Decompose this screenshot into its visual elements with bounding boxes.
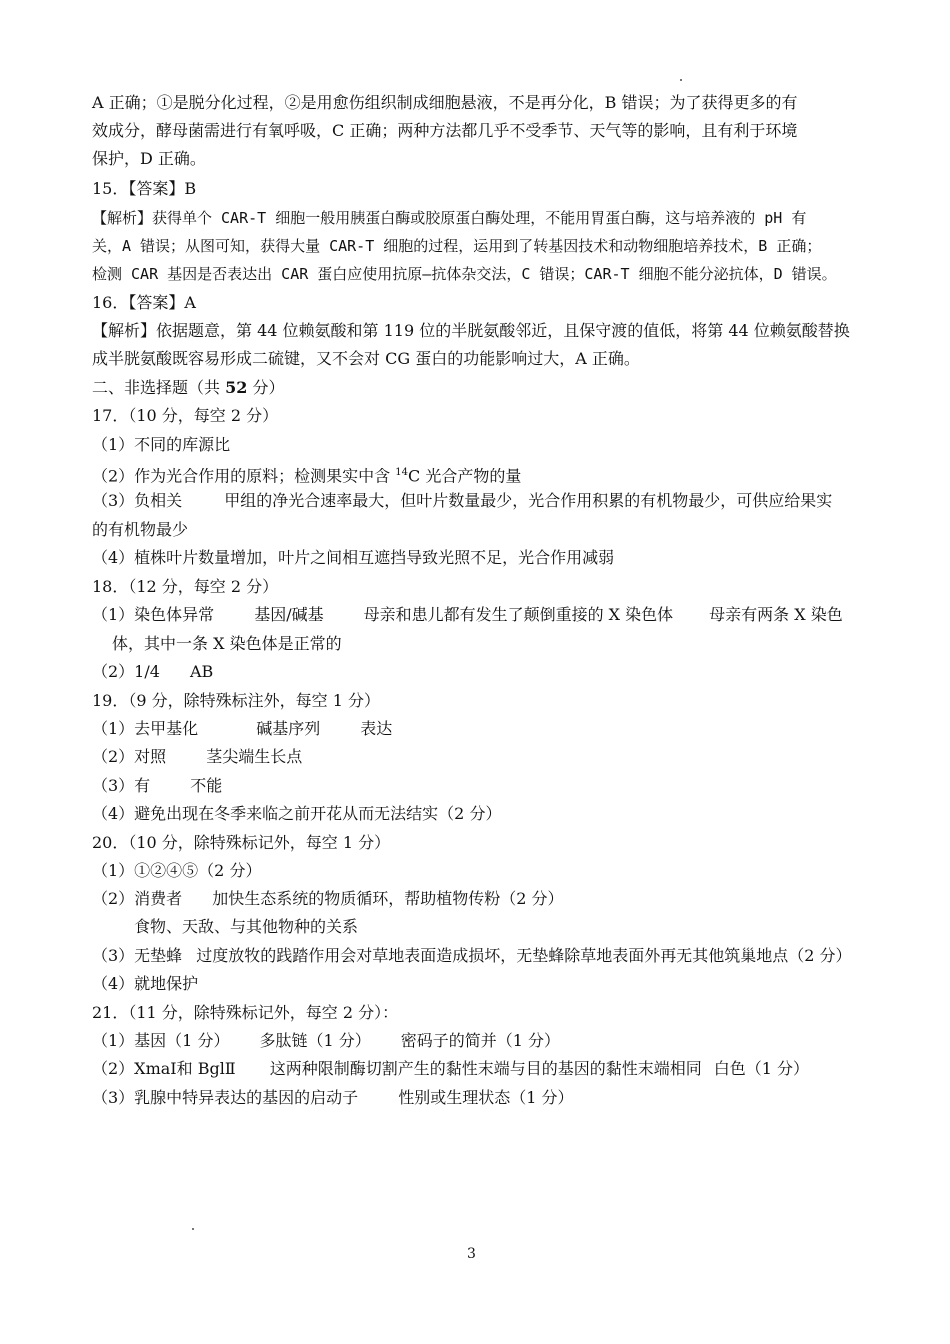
answer-line: （4）避免出现在冬季来临之前开花从而无法结实（2 分） [92, 804, 502, 823]
answer-line: 的有机物最少 [92, 520, 189, 539]
question-19-header: 19．（9 分，除特殊标注外，每空 1 分） [92, 691, 380, 710]
answer-line: （3）无垫蜂 过度放牧的践踏作用会对草地表面造成损坏，无垫蜂除草地表面外再无其他筑巢地点（2 分） [92, 946, 852, 965]
answer-line: 体，其中一条 X 染色体是正常的 [112, 634, 342, 653]
answer-line: （1）不同的库源比 [92, 435, 231, 454]
analysis-16-line: 成半胱氨酸既容易形成二硫键，又不会对 CG 蛋白的功能影响过大，A 正确。 [92, 349, 640, 368]
page-number: 3 [467, 1246, 476, 1262]
answer-line: （3）乳腺中特异表达的基因的启动子 性别或生理状态（1 分） [92, 1088, 574, 1107]
question-17-header: 17．（10 分，每空 2 分） [92, 406, 279, 425]
answer-line: （3）负相关 甲组的净光合速率最大，但叶片数量最少，光合作用积累的有机物最少，可供应给果实 [92, 491, 833, 510]
answer-line: （1）①②④⑤（2 分） [92, 861, 262, 880]
answer-line: （1）去甲基化 碱基序列 表达 [92, 719, 393, 738]
answer-16: 16．【答案】A [92, 293, 196, 312]
analysis-15-line: 检测 CAR 基因是否表达出 CAR 蛋白应使用抗原—抗体杂交法，C 错误；CAR-T 细胞不能分泌抗体，D 错误。 [92, 265, 837, 283]
answer-line: （2）对照 茎尖端生长点 [92, 747, 303, 766]
answer-line: （3）有 不能 [92, 776, 223, 795]
answer-15: 15．【答案】B [92, 179, 197, 198]
section-heading: 二、非选择题（共 52 分） [92, 378, 285, 397]
text-line: 保护，D 正确。 [92, 149, 206, 168]
question-18-header: 18．（12 分，每空 2 分） [92, 577, 279, 596]
answer-line: （2）消费者 加快生态系统的物质循环，帮助植物传粉（2 分） [92, 889, 564, 908]
answer-line: 食物、天敌、与其他物种的关系 [134, 917, 359, 936]
analysis-15-line: 【解析】获得单个 CAR-T 细胞一般用胰蛋白酶或胶原蛋白酶处理，不能用胃蛋白酶，这与培养液的 pH 有 [92, 209, 807, 227]
analysis-16-line: 【解析】依据题意，第 44 位赖氨酸和第 119 位的半胱氨酸邻近，且保守渡的值低，将第 44 位赖氨酸替换 [92, 321, 850, 340]
analysis-15-line: 关，A 错误；从图可知，获得大量 CAR-T 细胞的过程，运用到了转基因技术和动物细胞培养技术，B 正确； [92, 237, 822, 255]
text-line: 效成分，酵母菌需进行有氧呼吸，C 正确；两种方法都几乎不受季节、天气等的影响，且有利于环境 [92, 121, 798, 140]
question-20-header: 20．（10 分，除特殊标记外，每空 1 分） [92, 833, 391, 852]
answer-line: （4）植株叶片数量增加，叶片之间相互遮挡导致光照不足，光合作用减弱 [92, 548, 615, 567]
scan-mark [192, 1228, 194, 1230]
answer-line: （2）作为光合作用的原料；检测果实中含 $^{14}$C 光合产物的量 [92, 466, 522, 486]
answer-line: （1）基因（1 分） 多肽链（1 分） 密码子的简并（1 分） [92, 1031, 561, 1050]
scan-mark [680, 79, 682, 81]
question-21-header: 21．（11 分，除特殊标记外，每空 2 分）： [92, 1003, 399, 1022]
answer-line: （1）染色体异常 基因/碱基 母亲和患儿都有发生了颠倒重接的 X 染色体 母亲有两条 X 染色 [92, 605, 843, 624]
answer-line: （4）就地保护 [92, 974, 199, 993]
text-line: A 正确；①是脱分化过程，②是用愈伤组织制成细胞悬液，不是再分化，B 错误；为了获得更多的有 [92, 93, 798, 112]
answer-line: （2）XmaⅠ和 BglⅡ 这两种限制酶切割产生的黏性末端与目的基因的黏性末端相同 白色（1 分） [92, 1059, 809, 1078]
answer-line: （2）1/4 AB [92, 662, 214, 681]
